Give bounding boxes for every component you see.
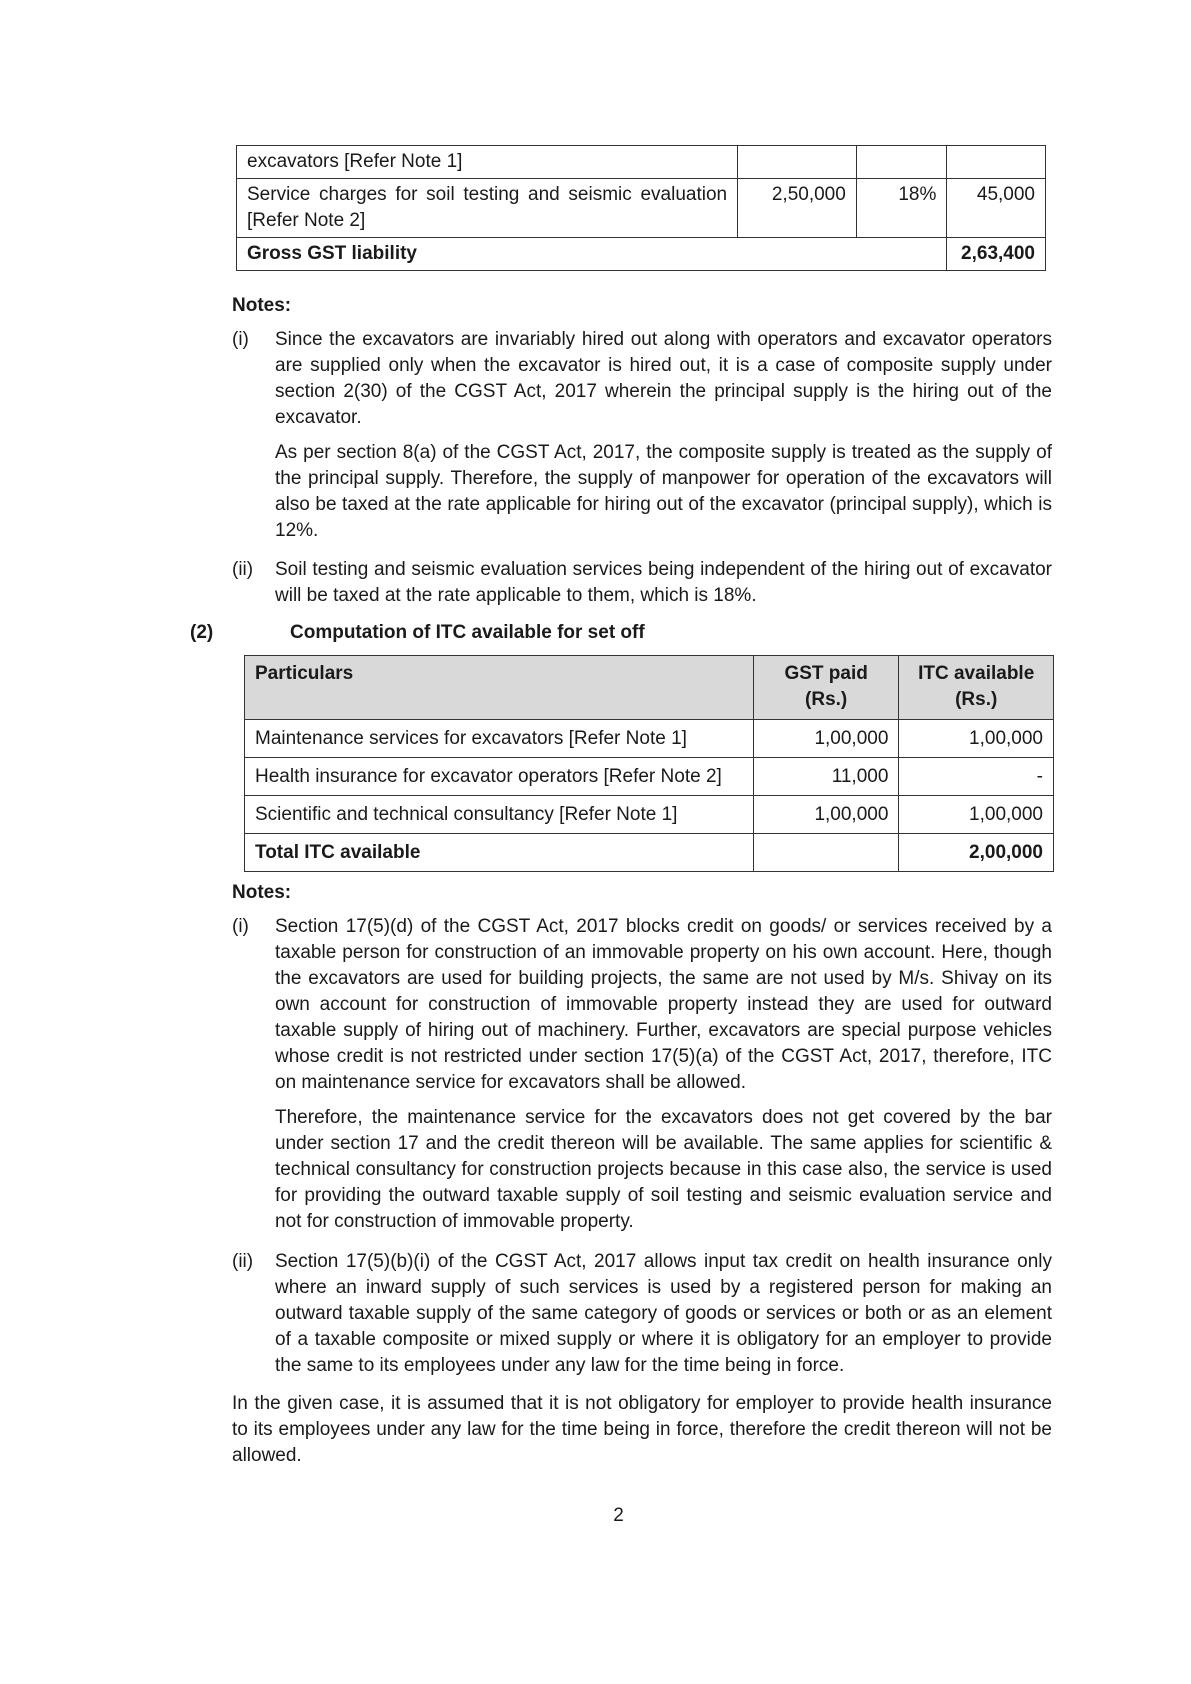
itc-table bbox=[244, 655, 1054, 872]
section-number: (2) bbox=[190, 622, 214, 643]
total-gst-paid bbox=[753, 834, 899, 872]
row-description: excavators [Refer Note 1] bbox=[237, 146, 738, 179]
closing-paragraph: In the given case, it is assumed that it is not obligatory for employer to provide health insurance to its employees under any law for the time being in force, therefore the credit thereon will not be allowed. bbox=[232, 1393, 1052, 1466]
note-paragraph: Section 17(5)(d) of the CGST Act, 2017 blocks credit on goods/ or services received by a taxable person for construction of an immovable property on his own account. Here, though the excavators are used for building projects, the same are not used by M/s. Shivay on its own account for construction of immovable property instead they are used for outward taxable supply of hiring out of machinery. Further, excavators are special purpose vehicles whose credit is not restricted under section 17(5)(a) of the CGST Act, 2017, therefore, ITC on maintenance service for excavators shall be allowed. bbox=[275, 916, 1052, 1093]
table-row bbox=[245, 758, 1054, 796]
table-row bbox=[237, 146, 1046, 179]
row-gst bbox=[947, 146, 1046, 179]
table-row bbox=[245, 720, 1054, 758]
row-itc: 1,00,000 bbox=[899, 796, 1054, 834]
note-paragraph: Soil testing and seismic evaluation services being independent of the hiring out of excavator will be taxed at the rate applicable to them, which is 18%. bbox=[275, 559, 1052, 606]
row-description: Service charges for soil testing and seismic evaluation [Refer Note 2] bbox=[237, 179, 738, 238]
gst-liability-table bbox=[236, 145, 1046, 271]
row-gst-paid: 1,00,000 bbox=[753, 796, 899, 834]
notes-heading: Notes: bbox=[232, 882, 292, 903]
note-marker: (ii) bbox=[232, 559, 254, 580]
page-number: 2 bbox=[613, 1505, 624, 1526]
total-row bbox=[245, 834, 1054, 872]
note-marker: (ii) bbox=[232, 1251, 254, 1272]
note-marker: (i) bbox=[232, 916, 249, 937]
row-particular: Maintenance services for excavators [Refer Note 1] bbox=[245, 720, 754, 758]
header-gst-paid: GST paid (Rs.) bbox=[753, 656, 899, 720]
row-gst-paid: 1,00,000 bbox=[753, 720, 899, 758]
note-marker: (i) bbox=[232, 329, 249, 350]
row-particular: Health insurance for excavator operators [Refer Note 2] bbox=[245, 758, 754, 796]
note-paragraph: As per section 8(a) of the CGST Act, 2017, the composite supply is treated as the supply of the principal supply. Therefore, the supply of manpower for operation of the excavators will also be taxed at the rate applicable for hiring out of the excavator (principal supply), which is 12%. bbox=[275, 442, 1052, 541]
row-gst: 45,000 bbox=[947, 179, 1046, 238]
total-value: 2,63,400 bbox=[947, 238, 1046, 271]
row-rate: 18% bbox=[856, 179, 947, 238]
notes-heading: Notes: bbox=[232, 295, 292, 316]
header-itc-available: ITC available (Rs.) bbox=[899, 656, 1054, 720]
table-row bbox=[245, 796, 1054, 834]
row-value: 2,50,000 bbox=[738, 179, 857, 238]
note-paragraph: Section 17(5)(b)(i) of the CGST Act, 2017 allows input tax credit on health insurance only where an inward supply of such services is used by a registered person for making an outward taxable supply of the same category of goods or services or both or as an element of a taxable composite or mixed supply or where it is obligatory for an employer to provide the same to its employees under any law for the time being in force. bbox=[275, 1251, 1052, 1376]
row-itc: - bbox=[899, 758, 1054, 796]
header-particulars: Particulars bbox=[245, 656, 754, 720]
note-paragraph: Since the excavators are invariably hired out along with operators and excavator operators are supplied only when the excavator is hired out, it is a case of composite supply under section 2(30) of the CGST Act, 2017 wherein the principal supply is the hiring out of the excavator. bbox=[275, 329, 1052, 428]
row-gst-paid: 11,000 bbox=[753, 758, 899, 796]
total-itc: 2,00,000 bbox=[899, 834, 1054, 872]
row-value bbox=[738, 146, 857, 179]
section-title: Computation of ITC available for set off bbox=[290, 622, 645, 643]
total-label: Total ITC available bbox=[245, 834, 754, 872]
row-particular: Scientific and technical consultancy [Refer Note 1] bbox=[245, 796, 754, 834]
table-header-row bbox=[245, 656, 1054, 720]
note-paragraph: Therefore, the maintenance service for the excavators does not get covered by the bar under section 17 and the credit thereon will be available. The same applies for scientific & technical consultancy for construction projects because in this case also, the service is used for providing the outward taxable supply of soil testing and seismic evaluation service and not for construction of immovable property. bbox=[275, 1107, 1052, 1232]
total-label: Gross GST liability bbox=[237, 238, 947, 271]
total-row bbox=[237, 238, 1046, 271]
row-itc: 1,00,000 bbox=[899, 720, 1054, 758]
row-rate bbox=[856, 146, 947, 179]
table-row bbox=[237, 179, 1046, 238]
